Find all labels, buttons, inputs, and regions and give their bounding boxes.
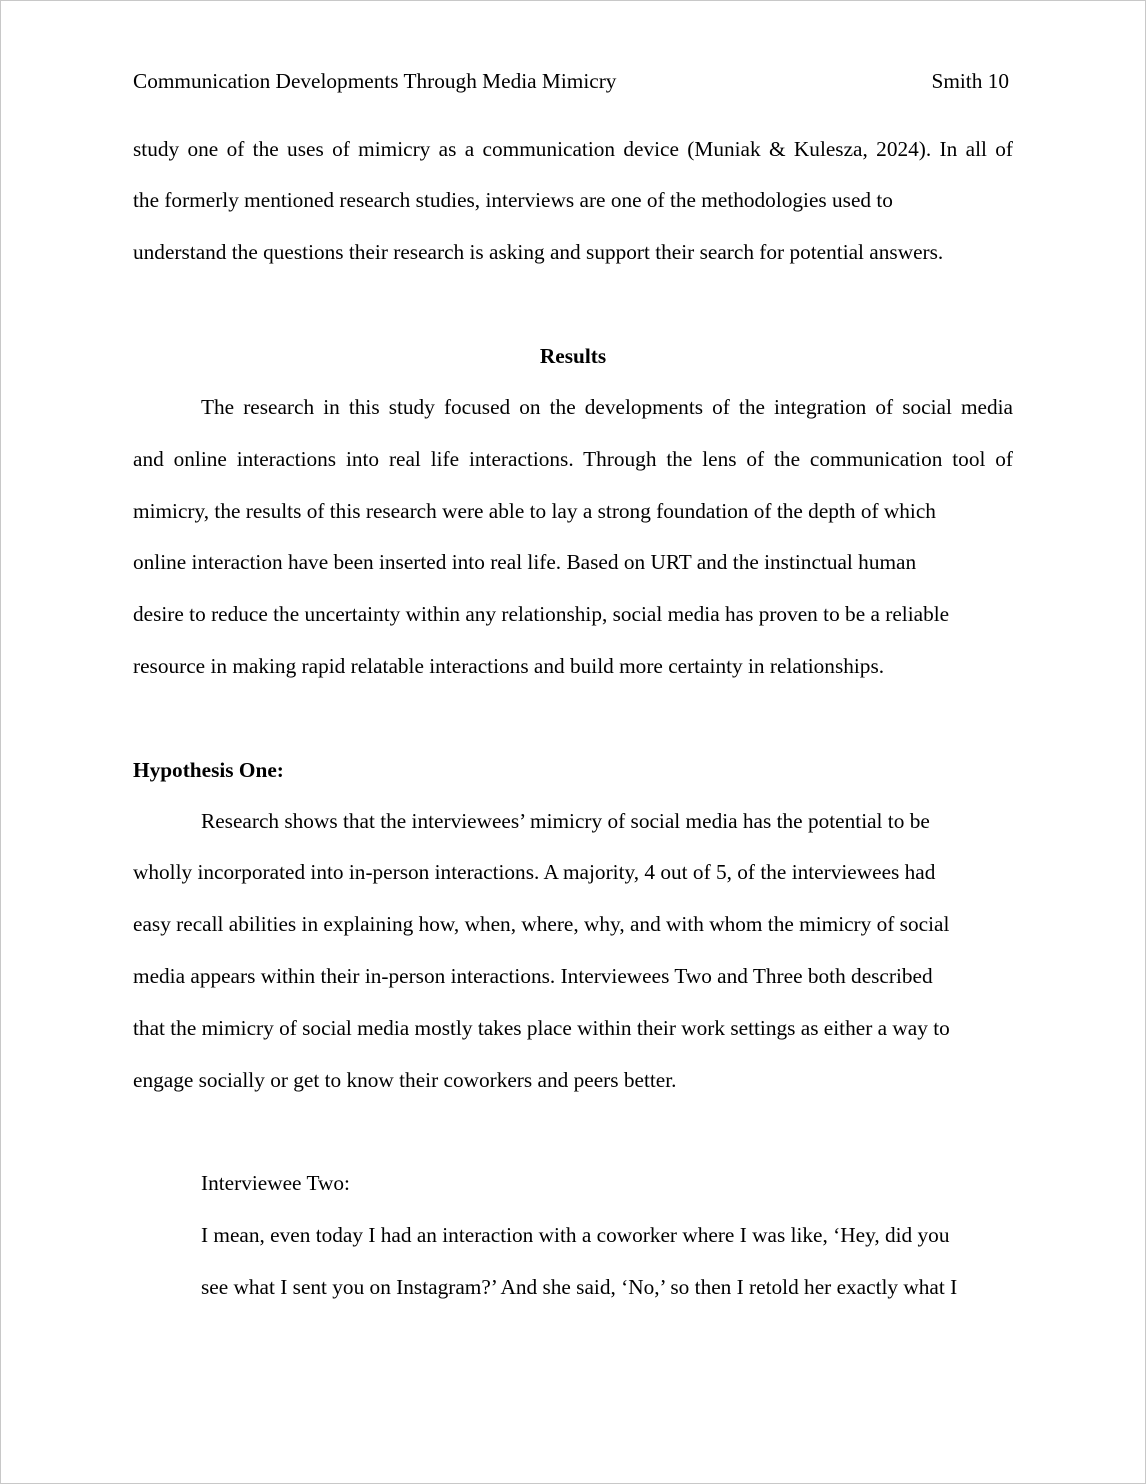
body-line: wholly incorporated into in-person interactions. A majority, 4 out of 5, of the interviewees had: [133, 860, 936, 884]
subsection-heading-hypothesis-one: Hypothesis One:: [133, 758, 284, 782]
body-line: online interaction have been inserted into real life. Based on URT and the instinctual human: [133, 550, 917, 574]
body-line: mimicry, the results of this research were able to lay a strong foundation of the depth of which: [133, 499, 936, 523]
page-number: Smith 10: [931, 69, 1009, 93]
body-line: that the mimicry of social media mostly takes place within their work settings as either a way to: [133, 1016, 950, 1040]
running-title: Communication Developments Through Media Mimicry: [133, 69, 617, 93]
body-line: understand the questions their research is asking and support their search for potential answers.: [133, 240, 944, 264]
body-line: media appears within their in-person interactions. Interviewees Two and Three both described: [133, 964, 933, 988]
quote-line: I mean, even today I had an interaction with a coworker where I was like, ‘Hey, did you: [201, 1223, 950, 1247]
body-line: desire to reduce the uncertainty within any relationship, social media has proven to be a reliable: [133, 602, 950, 626]
quote-line: see what I sent you on Instagram?’ And she said, ‘No,’ so then I retold her exactly what I: [201, 1275, 958, 1299]
body-line: The research in this study focused on the developments of the integration of social media: [201, 395, 1013, 419]
section-heading-results: Results: [539, 344, 607, 368]
body-line: Research shows that the interviewees’ mimicry of social media has the potential to be: [201, 809, 930, 833]
body-line: resource in making rapid relatable interactions and build more certainty in relationships.: [133, 654, 885, 678]
body-line: study one of the uses of mimicry as a communication device (Muniak & Kulesza, 2024). In all of: [133, 137, 1013, 161]
body-line: the formerly mentioned research studies, interviews are one of the methodologies used to: [133, 188, 893, 212]
quote-speaker: Interviewee Two:: [201, 1171, 350, 1195]
body-line: easy recall abilities in explaining how, when, where, why, and with whom the mimicry of social: [133, 912, 950, 936]
body-line: and online interactions into real life interactions. Through the lens of the communication tool of: [133, 447, 1013, 471]
body-line: engage socially or get to know their coworkers and peers better.: [133, 1068, 677, 1092]
